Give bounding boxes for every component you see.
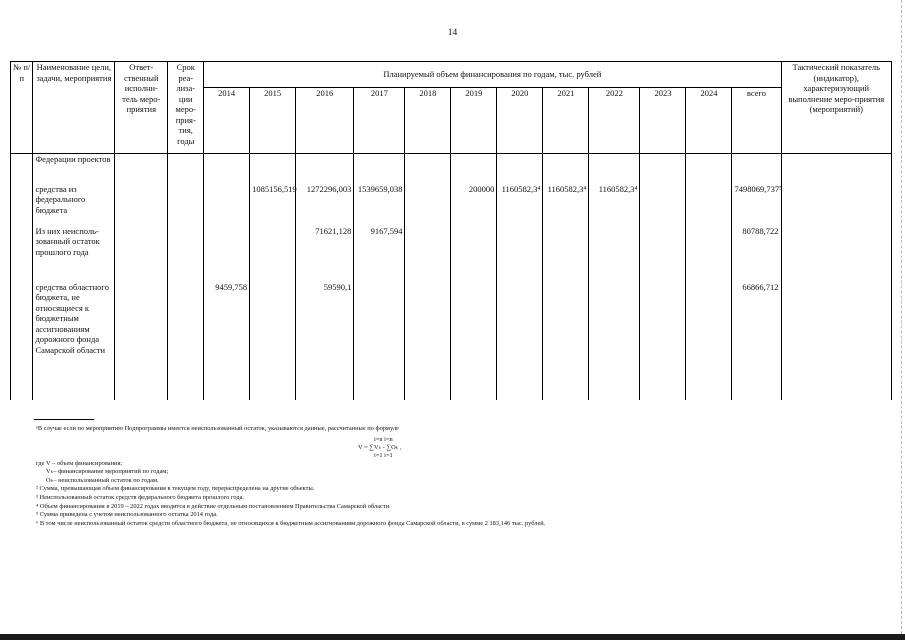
cell-value: 1160582,3⁴: [497, 184, 543, 226]
cell-value: [589, 226, 640, 282]
header-responsible: Ответ-ственный исполни-тель меро-приятия: [115, 62, 168, 154]
table-row: [11, 226, 892, 282]
cell-value: [451, 226, 497, 282]
cell-value: [686, 226, 732, 282]
cell-value: [640, 184, 686, 226]
cell-value: [497, 226, 543, 282]
header-year: 2023: [640, 88, 686, 154]
cell-value: [589, 282, 640, 400]
header-name: Наименование цели, задачи, мероприятия: [33, 62, 115, 154]
cell-value: [686, 184, 732, 226]
formula-lower-limits: i=1 i=1: [374, 452, 393, 459]
footnote-1: ¹В случае если по мероприятию Подпрограммы имеется неиспользованный остаток, указываются данные, рассчитанные по формуле: [36, 425, 399, 432]
cell-value: [640, 282, 686, 400]
header-indicator: Тактический показатель (индикатор), характеризующий выполнение меро-приятия (мероприятий): [781, 62, 891, 154]
cell-value: 71621,128: [296, 226, 354, 282]
cell-value: [405, 184, 451, 226]
cell-value: [686, 282, 732, 400]
table-row: [11, 184, 892, 226]
page-number: 14: [447, 28, 458, 38]
footnote-2: ² Сумма, превышающая объем финансирования в текущем году, перераспределена на другие объекты.: [36, 485, 315, 493]
cell-value: [451, 282, 497, 400]
header-year: 2024: [686, 88, 732, 154]
header-year: 2018: [405, 88, 451, 154]
cell-value: 1160582,3⁴: [543, 184, 589, 226]
header-year: 2020: [497, 88, 543, 154]
footnote-4: ⁴ Объем финансирования в 2019 – 2022 годах вводится в действие отдельным постановлением Правительства Самарской области.: [36, 502, 391, 510]
cell-value: 1160582,3⁴: [589, 184, 640, 226]
footnote-3: ³ Неиспользованный остаток средств федерального бюджета прошлого года.: [36, 493, 245, 501]
cell-value: 1272296,003: [296, 184, 354, 226]
header-year: 2016: [296, 88, 354, 154]
header-year: 2019: [451, 88, 497, 154]
cell-value: [204, 226, 250, 282]
formula-upper-limits: i=n i=n: [374, 436, 393, 443]
cell-value: [640, 226, 686, 282]
cell-value-total: 80788,722: [732, 226, 781, 282]
footnote-where-1: где V – объем финансирования;: [36, 459, 123, 467]
cell-value: 1539659,038: [354, 184, 405, 226]
header-term: Срок реа-лиза-ции меро-прия-тия, годы: [168, 62, 204, 154]
header-year: 2015: [250, 88, 296, 154]
financing-table: [10, 61, 892, 400]
cell-value: 9459,758: [204, 282, 250, 400]
cell-value-total: 66866,712: [732, 282, 781, 400]
cell-value: [497, 282, 543, 400]
header-year: 2014: [204, 88, 250, 154]
cell-value: [405, 282, 451, 400]
cell-value: [405, 226, 451, 282]
cell-value-total: 7498069,737⁵: [732, 184, 781, 226]
footnote-where-2: Vₖ– финансирование мероприятий по годам;: [46, 468, 169, 476]
footnote-5: ⁵ Сумма приведена с учетом неиспользованного остатка 2014 года.: [36, 511, 218, 519]
scan-bottom-bar: [0, 634, 905, 640]
formula: [358, 436, 402, 460]
cell-value: [543, 226, 589, 282]
cell-value: 200000: [451, 184, 497, 226]
table-row: [11, 282, 892, 400]
header-year: 2022: [589, 88, 640, 154]
scan-edge: [901, 0, 903, 634]
row-name: Федерации проектов: [33, 154, 115, 184]
cell-value: 1085156,519: [250, 184, 296, 226]
cell-value: 59590,1: [296, 282, 354, 400]
cell-value: [354, 282, 405, 400]
cell-value: 9167,594: [354, 226, 405, 282]
footnote-separator: [34, 419, 94, 420]
header-year: 2021: [543, 88, 589, 154]
header-year: 2017: [354, 88, 405, 154]
formula-body: V = ∑Vₖ - ∑Oₖ ,: [358, 444, 402, 451]
row-name: средства областного бюджета, не относящиеся к бюджетным ассигнованиям дорожного фонда Самарской области: [33, 282, 115, 400]
cell-value: [250, 226, 296, 282]
header-year-total: всего: [732, 88, 781, 154]
footnotes: [36, 425, 896, 528]
row-name: средства из федерального бюджета: [33, 184, 115, 226]
footnote-6: ⁶ В том числе неиспользованный остаток средств областного бюджета, не относящихся к бюджетным ассигнованиям дорожного фонда Самарской области, в сумме 2 183,146 тыс. рублей.: [36, 519, 546, 527]
footnote-where-3: Oₖ– неиспользованный остаток по годам.: [46, 476, 159, 484]
cell-value: [250, 282, 296, 400]
header-plan: Планируемый объем финансирования по годам, тыс. рублей: [204, 62, 781, 88]
header-num: № п/п: [11, 62, 33, 154]
cell-value: [543, 282, 589, 400]
cell-value: [204, 184, 250, 226]
table-row: [11, 154, 892, 184]
row-name: Из них неисполь-зованный остаток прошлого года: [33, 226, 115, 282]
